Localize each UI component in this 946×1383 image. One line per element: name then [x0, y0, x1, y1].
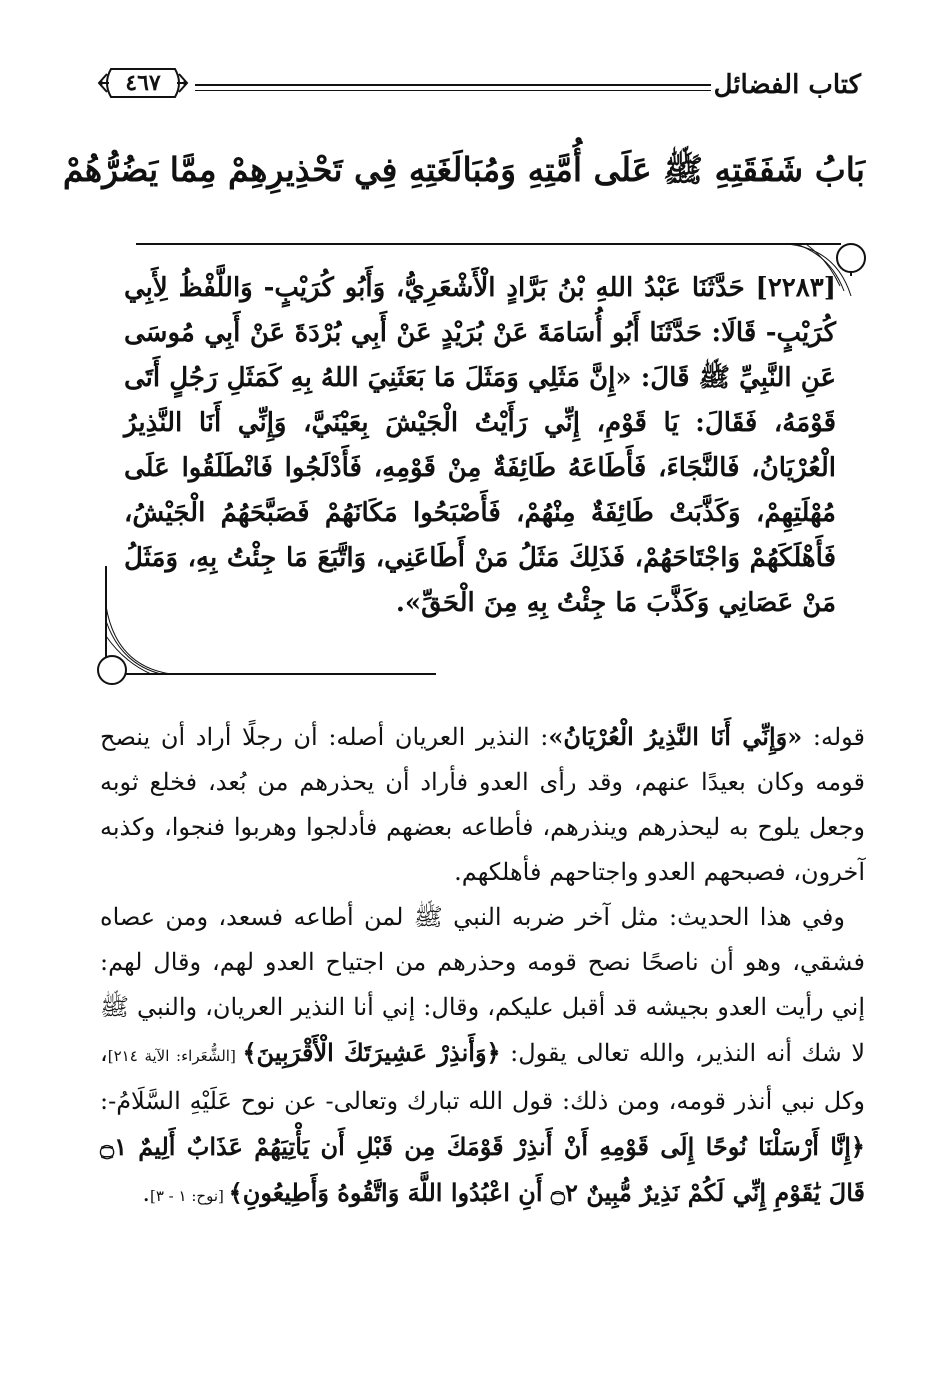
commentary: [100, 714, 865, 1219]
commentary-text: وفي هذا الحديث: مثل آخر ضربه النبي ﷺ لمن أطاعه فسعد، ومن عصاه فشقي، وهو أن ناصحًا نصح قومه وحذرهم من اجتياح العدو لهم، وقال لهم: إني رأيت العدو بجيشه قد أقبل عليكم، وقال: إني أنا النذير العريان، والنبي ﷺ لا شك أنه النذير، والله تعالى يقول:: [100, 903, 866, 1067]
commentary-end: .: [142, 1179, 150, 1207]
commentary-paragraph-2: [100, 895, 865, 1219]
header-rule: [195, 84, 711, 86]
chapter-title: بَابُ شَفَقَتِهِ ﷺ عَلَى أُمَّتِهِ وَمُبَالَغَتِهِ فِي تَحْذِيرِهِمْ مِمَّا يَضُرُّهُمْ: [62, 150, 865, 189]
commentary-text: ، وكل نبي أنذر قومه، ومن ذلك: قول الله تبارك وتعالى- عن نوح عَلَيْهِ السَّلَامُ-:: [100, 1039, 865, 1115]
hadith-text: [٢٢٨٣] حَدَّثَنَا عَبْدُ اللهِ بْنُ بَرَّادٍ الْأَشْعَرِيُّ، وَأَبُو كُرَيْبٍ- وَاللَّفْظُ لِأَبِي كُرَيْبٍ- قَالَا: حَدَّثَنَا أَبُو أُسَامَةَ عَنْ بُرَيْدٍ عَنْ أَبِي بُرْدَةَ عَنْ أَبِي مُوسَى عَنِ النَّبِيِّ ﷺ قَالَ: «إِنَّ مَثَلِي وَمَثَلَ مَا بَعَثَنِيَ اللهُ بِهِ كَمَثَلِ رَجُلٍ أَتَى قَوْمَهُ، فَقَالَ: يَا قَوْمِ، إِنِّي رَأَيْتُ الْجَيْشَ بِعَيْنَيَّ، وَإِنِّي أَنَا النَّذِيرُ الْعُرْيَانُ، فَالنَّجَاءَ، فَأَطَاعَهُ طَائِفَةٌ مِنْ قَوْمِهِ، فَأَدْلَجُوا فَانْطَلَقُوا عَلَى مُهْلَتِهِمْ، وَكَذَّبَتْ طَائِفَةٌ مِنْهُمْ، فَأَصْبَحُوا مَكَانَهُمْ فَصَبَّحَهُمُ الْجَيْشُ، فَأَهْلَكَهُمْ وَاجْتَاحَهُمْ، فَذَلِكَ مَثَلُ مَنْ أَطَاعَنِي، وَاتَّبَعَ مَا جِئْتُ بِهِ، وَمَثَلُ مَنْ عَصَانِي وَكَذَّبَ مَا جِئْتُ بِهِ مِنَ الْحَقِّ».: [124, 273, 836, 618]
header-rule-thin: [195, 90, 711, 91]
quran-reference: [الشُّعَراء: الآية ٢١٤]: [107, 1047, 243, 1065]
page-number: ٤٦٧: [125, 70, 161, 96]
commentary-text: : النذير العريان أصله: أن رجلًا أراد أن ينصح قومه وكان بعيدًا عنهم، وقد رأى العدو فأراد أن يحذرهم من بُعد، فخلع ثوبه وجعل يلوح به ليحذرهم وينذرهم، فأطاعه بعضهم فأدلجوا وهربوا فنجوا، وكذبه آخرون، فصبحهم العدو واجتاحهم فأهلكهم.: [100, 723, 865, 886]
quran-quote: ﴿وَأَنذِرْ عَشِيرَتَكَ الْأَقْرَبِينَ﴾: [242, 1038, 501, 1067]
commentary-lead: قوله:: [802, 723, 865, 751]
commentary-paragraph-1: [100, 714, 865, 895]
hadith-quote: «وَإِنِّي أَنَا النَّذِيرُ الْعُرْيَانُ»: [548, 722, 803, 751]
book-title: كتاب الفضائل: [713, 70, 861, 100]
page-number-badge: [95, 66, 191, 100]
quran-quote: ﴿إِنَّا أَرْسَلْنَا نُوحًا إِلَى قَوْمِهِ أَنْ أَنذِرْ قَوْمَكَ مِن قَبْلِ أَن يَأْتِيَهُمْ عَذَابٌ أَلِيمٌ ۝١ قَالَ يَٰقَوْمِ إِنِّي لَكُمْ نَذِيرٌ مُّبِينٌ ۝٢ أَنِ اعْبُدُوا اللَّهَ وَاتَّقُوهُ وَأَطِيعُونِ﴾: [100, 1132, 865, 1207]
quran-reference: [نوح: ١ - ٣]: [149, 1187, 229, 1205]
page-header: [95, 58, 861, 114]
